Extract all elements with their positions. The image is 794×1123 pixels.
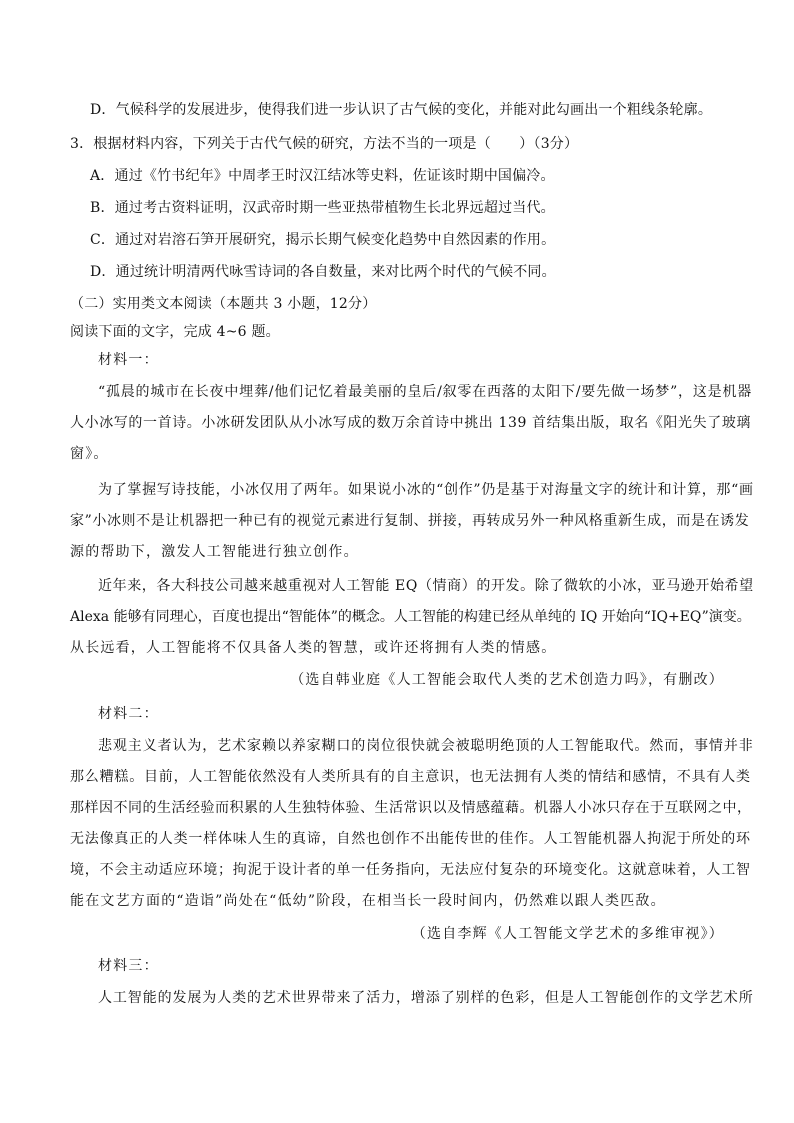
material1-line: 为了掌握写诗技能，小冰仅用了两年。如果说小冰的“创作”仍是基于对海量文字的统计和计算，那“画: [98, 482, 754, 498]
material2-line: 境，不会主动适应环境；拘泥于设计者的单一任务指向，无法应付复杂的环境变化。这就意味着，人工智: [70, 862, 751, 878]
material2-line: 无法像真正的人类一样体味人生的真谛，自然也创作不出能传世的佳作。人工智能机器人拘泥于所处的环: [70, 831, 751, 847]
q3-option-a: A．通过《竹书纪年》中周孝王时汉江结冰等史料，佐证该时期中国偏冷。: [90, 168, 555, 184]
section-title: （二）实用类文本阅读（本题共 3 小题，12分）: [70, 296, 377, 312]
material1-line: 家”小冰则不是让机器把一种已有的视觉元素进行复制、拼接，再转成另外一种风格重新生成，而是在诱发: [70, 513, 750, 529]
material2-source: （选自李辉《人工智能文学艺术的多维审视》）: [411, 926, 724, 942]
q3-stem: 3．根据材料内容，下列关于古代气候的研究，方法不当的一项是（ ）（3分）: [70, 136, 579, 152]
material3-line: 人工智能的发展为人类的艺术世界带来了活力，增添了别样的色彩，但是人工智能创作的文学艺术所: [98, 990, 754, 1006]
material2-line: 那样因不同的生活经验而积累的人生独特体验、生活常识以及情感蕴藉。机器人小冰只存在于互联网之中，: [70, 800, 752, 816]
material1-line: “孤晨的城市在长夜中埋葬/他们记忆着最美丽的皇后/叙零在西落的太阳下/要先做一场梦”，这是机器: [98, 384, 753, 400]
section-instruction: 阅读下面的文字，完成 4~6 题。: [70, 324, 280, 340]
material1-line: 从长远看，人工智能将不仅具备人类的智慧，或许还将拥有人类的情感。: [70, 640, 557, 656]
material1-line: Alexa 能够有同理心，百度也提出“智能体”的概念。人工智能的构建已经从单纯的 IQ 开始向“IQ+EQ”演变。: [70, 609, 751, 625]
material1-line: 源的帮助下，激发人工智能进行独立创作。: [70, 544, 359, 560]
material2-line: 悲观主义者认为，艺术家赖以养家糊口的岗位很快就会被聪明绝顶的人工智能取代。然而，事情并非: [98, 738, 754, 754]
q3-option-b: B．通过考古资料证明，汉武帝时期一些亚热带植物生长北界远超过当代。: [90, 200, 555, 216]
material2-heading: 材料二：: [98, 706, 159, 722]
q2-option-d: D．气候科学的发展进步，使得我们进一步认识了古气候的变化，并能对此勾画出一个粗线条轮廓。: [90, 102, 713, 118]
q3-option-c: C．通过对岩溶石笋开展研究，揭示长期气候变化趋势中自然因素的作用。: [90, 232, 556, 248]
material2-line: 能在文艺方面的“造诣”尚处在“低幼”阶段，在相当长一段时间内，仍然难以跟人类匹敌。: [70, 893, 666, 909]
material1-source: （选自韩业庭《人工智能会取代人类的艺术创造力吗》，有删改）: [290, 672, 724, 688]
material1-line: 窗》。: [70, 446, 109, 462]
material2-line: 那么糟糕。目前，人工智能依然没有人类所具有的自主意识，也无法拥有人类的情结和感情，不具有人类: [70, 769, 751, 785]
material1-line: 近年来，各大科技公司越来越重视对人工智能 EQ（情商）的开发。除了微软的小冰，亚马逊开始希望: [98, 578, 754, 594]
material3-heading: 材料三：: [98, 958, 159, 974]
material1-heading: 材料一：: [98, 352, 159, 368]
q3-option-d: D．通过统计明清两代咏雪诗词的各自数量，来对比两个时代的气候不同。: [90, 264, 556, 280]
material1-line: 人小冰写的一首诗。小冰研发团队从小冰写成的数万余首诗中挑出 139 首结集出版，取名《阳光失了玻璃: [70, 415, 752, 431]
